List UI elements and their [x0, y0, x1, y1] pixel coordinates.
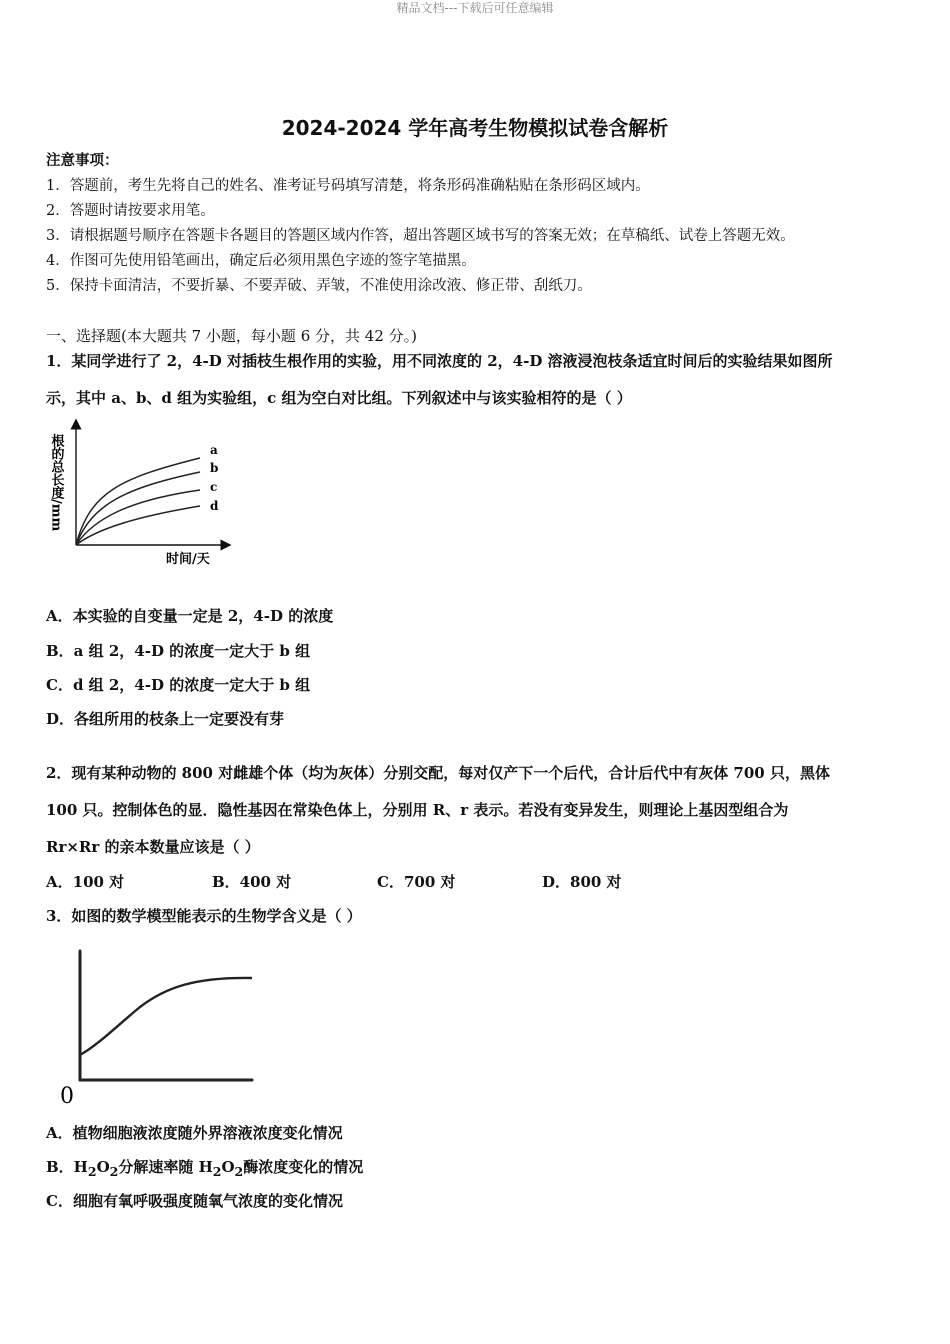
- q1-curve-label-d: d: [210, 499, 219, 513]
- q2-stem-line1: 2．现有某种动物的 800 对雌雄个体（均为灰体）分别交配，每对仅产下一个后代，合计后代中有灰体 700 只，黑体: [46, 764, 830, 782]
- q1-curve-c: [76, 490, 200, 545]
- q3-option-b-text: 酶浓度变化的情况: [243, 1158, 364, 1176]
- q3-stem: 3．如图的数学模型能表示的生物学含义是（ ）: [46, 907, 362, 925]
- notice-item: 5．保持卡面清洁，不要折暴、不要弄破、弄皱，不准使用涂改液、修正带、刮纸刀。: [46, 278, 592, 294]
- notice-item: 4．作图可先使用铅笔画出，确定后必须用黑色字迹的签字笔描黑。: [46, 253, 476, 269]
- q1-stem-line1: 1．某同学进行了 2，4-D 对插枝生根作用的实验，用不同浓度的 2，4-D 溶液浸泡枝条适宜时间后的实验结果如图所: [46, 352, 833, 370]
- q3-option-b-sub: 2: [109, 1164, 119, 1179]
- watermark: 精品文档---下载后可任意编辑: [396, 1, 554, 15]
- q1-option-d: D．各组所用的枝条上一定要没有芽: [46, 710, 285, 728]
- notice-item: 2．答题时请按要求用笔。: [46, 203, 215, 219]
- page-title: 2024-2024 学年高考生物模拟试卷含解析: [281, 116, 669, 140]
- q2-option-d: D．800 对: [542, 873, 622, 891]
- q3-option-b-sub: 2: [234, 1164, 244, 1179]
- q1-curve-label-a: a: [210, 443, 218, 457]
- q2-stem-line3: Rr×Rr 的亲本数量应该是（ ）: [46, 838, 260, 856]
- q3-curve: [80, 978, 252, 1055]
- q1-option-a: A．本实验的自变量一定是 2，4-D 的浓度: [46, 607, 334, 625]
- section-heading: 一、选择题(本大题共 7 小题，每小题 6 分，共 42 分。): [46, 327, 417, 345]
- q3-option-a: A．植物细胞液浓度随外界溶液浓度变化情况: [46, 1124, 343, 1142]
- q3-option-c: C．细胞有氧呼吸强度随氧气浓度的变化情况: [46, 1192, 343, 1210]
- q3-option-b-text: O: [96, 1158, 110, 1176]
- notice-heading: 注意事项：: [46, 152, 119, 169]
- q3-option-b-text: 分解速率随 H: [118, 1158, 213, 1176]
- q1-curve-a: [76, 458, 200, 545]
- q1-curve-label-c: c: [210, 480, 218, 494]
- q2-option-c: C．700 对: [377, 873, 456, 891]
- q3-saturation-graph: [58, 945, 268, 1109]
- q1-root-length-graph: [50, 420, 240, 570]
- notice-item: 3．请根据题号顺序在答题卡各题目的答题区域内作答，超出答题区域书写的答案无效；在草稿纸、试卷上答题无效。: [46, 228, 795, 244]
- q3-option-b-text: B．H: [46, 1158, 88, 1176]
- q3-option-b-text: O: [221, 1158, 235, 1176]
- q1-y-axis-label: 根的总长度/mm: [48, 434, 64, 532]
- q3-option-b-sub: 2: [212, 1164, 222, 1179]
- q2-option-b: B．400 对: [212, 873, 292, 891]
- notice-item: 1．答题前，考生先将自己的姓名、准考证号码填写清楚，将条形码准确粘贴在条形码区域内。: [46, 178, 650, 194]
- q2-option-a: A．100 对: [46, 873, 125, 891]
- q2-stem-line2: 100 只。控制体色的显．隐性基因在常染色体上，分别用 R、r 表示。若没有变异发生，则理论上基因型组合为: [46, 801, 789, 819]
- q1-x-axis-label: 时间/天: [166, 552, 210, 567]
- q3-option-b-sub: 2: [87, 1164, 97, 1179]
- q3-origin-label: 0: [60, 1084, 74, 1109]
- q1-curve-label-b: b: [210, 461, 219, 475]
- q1-stem-line2: 示，其中 a、b、d 组为实验组，c 组为空白对比组。下列叙述中与该实验相符的是（ ）: [46, 389, 632, 407]
- q1-option-b: B．a 组 2，4-D 的浓度一定大于 b 组: [46, 642, 311, 660]
- q1-option-c: C．d 组 2，4-D 的浓度一定大于 b 组: [46, 676, 311, 694]
- q3-option-b: [46, 1156, 363, 1183]
